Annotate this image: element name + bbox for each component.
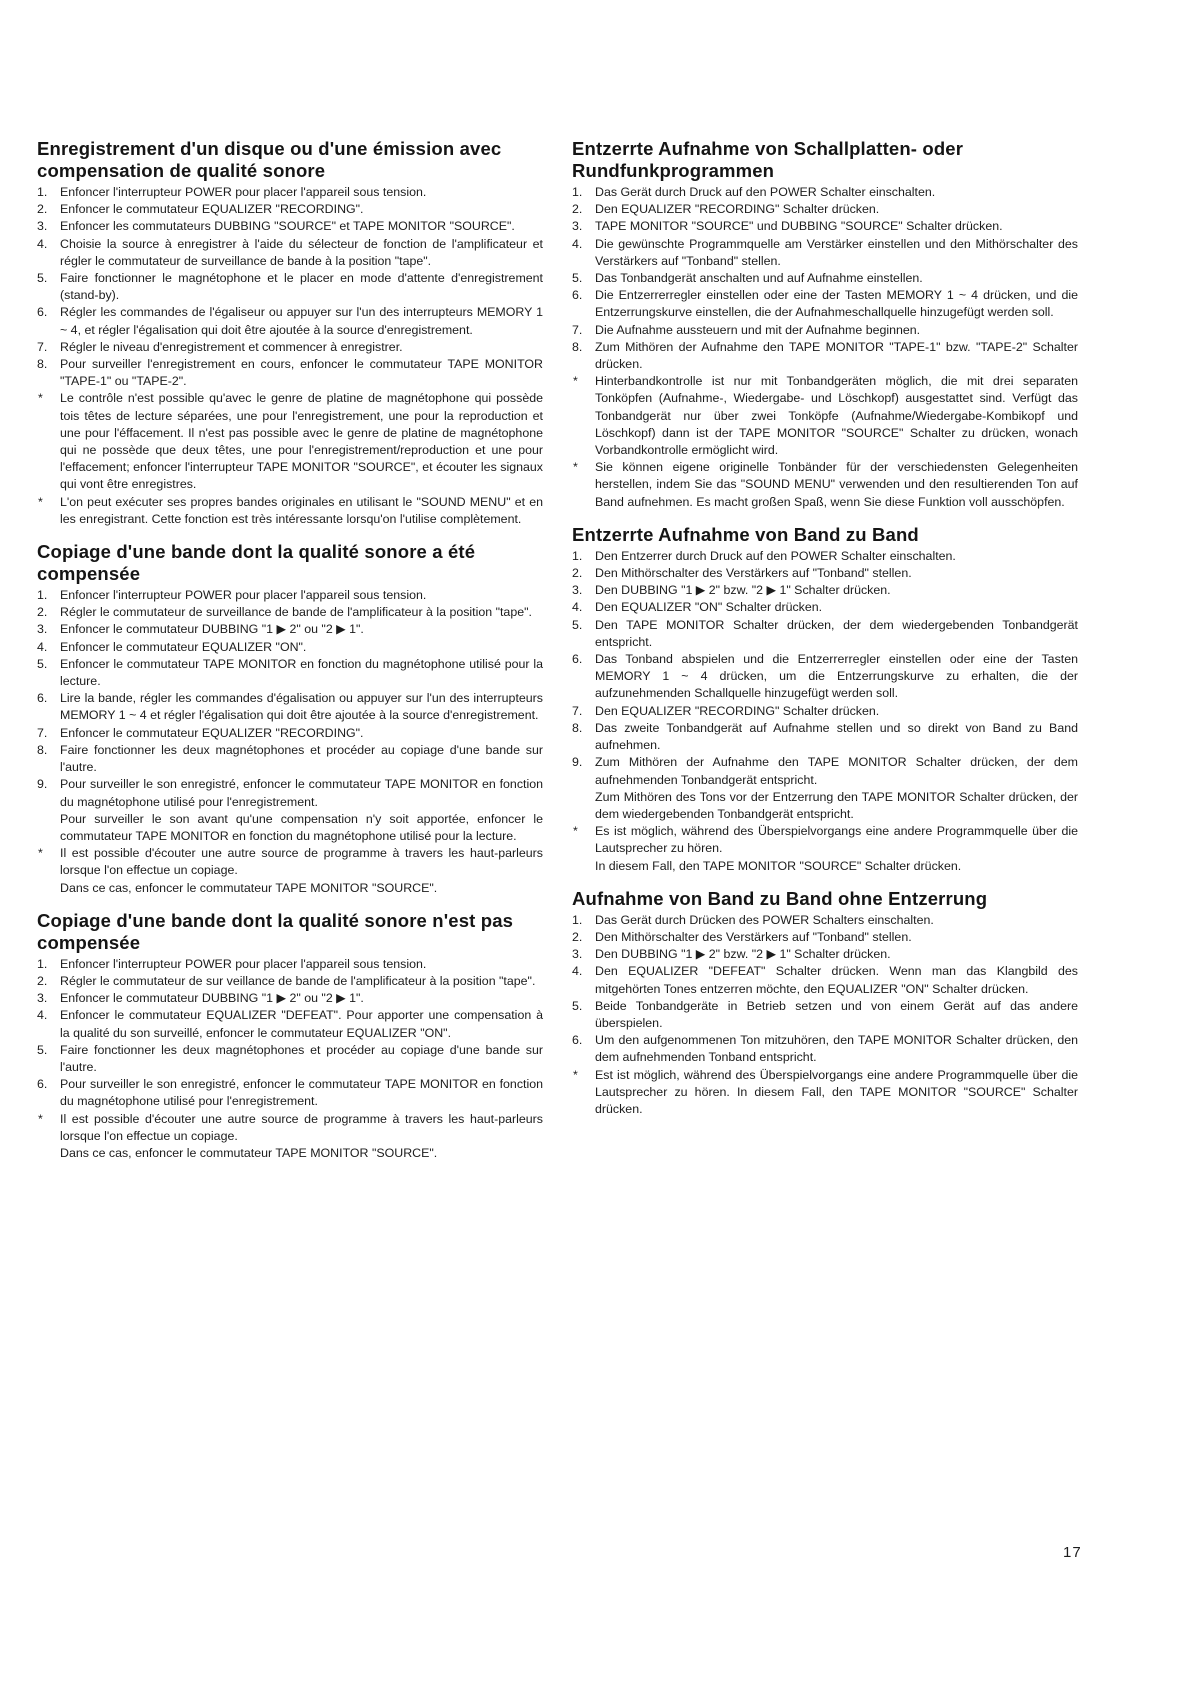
item-text: Enfoncer le commutateur TAPE MONITOR en fonction du magnétophone utilisé pour la lecture. <box>60 656 543 689</box>
step-item <box>37 690 543 724</box>
page-number: 17 <box>1063 1544 1082 1561</box>
item-marker: 2. <box>37 605 48 620</box>
step-item <box>37 990 543 1007</box>
item-text: Régler le commutateur de surveillance de bande de l'amplificateur à la position "tape". <box>60 605 532 620</box>
item-marker: 7. <box>572 322 583 337</box>
section <box>37 541 543 897</box>
step-item <box>37 1042 543 1076</box>
item-text: Enfoncer l'interrupteur POWER pour placer l'appareil sous tension. <box>60 588 427 603</box>
step-item <box>572 270 1078 287</box>
continuation-item <box>37 880 543 897</box>
item-text: TAPE MONITOR "SOURCE" und DUBBING "SOURCE" Schalter drücken. <box>595 219 1003 234</box>
item-text: Das zweite Tonbandgerät auf Aufnahme stellen und so direkt von Band zu Band aufnehmen. <box>595 720 1078 753</box>
item-text: Pour surveiller le son enregistré, enfoncer le commutateur TAPE MONITOR en fonction du magnétophone utilisé pour l'enregistrement. <box>60 1077 543 1109</box>
continuation-item <box>572 858 1078 875</box>
item-text: Régler les commandes de l'égaliseur ou appuyer sur l'un des interrupteurs MEMORY 1 ~ 4, et régler l'égalisation qui doit être ajoutée à la source d'enregistrement. <box>60 305 543 337</box>
item-marker: 3. <box>37 991 48 1006</box>
section-title: Entzerrte Aufnahme von Band zu Band <box>572 523 919 545</box>
section-title: Copiage d'une bande dont la qualité sonore a été compensée <box>37 541 476 585</box>
item-text: Pour surveiller le son enregistré, enfoncer le commutateur TAPE MONITOR en fonction du magnétophone utilisé pour l'enregistrement. <box>60 777 543 809</box>
item-marker: 1. <box>37 588 48 603</box>
note-item <box>572 1067 1078 1119</box>
item-marker: 3. <box>37 622 48 637</box>
step-item <box>37 956 543 973</box>
item-text: Lire la bande, régler les commandes d'égalisation ou appuyer sur l'un des interrupteurs MEMORY 1 ~ 4 et régler l'égalisation qui doit être ajoutée à la source d'enregistrement. <box>60 691 543 723</box>
item-marker: * <box>38 494 43 509</box>
item-text: Es ist möglich, während des Überspielvorgangs eine andere Programmquelle über die Lautsprecher zu hören. <box>595 824 1078 856</box>
note-item <box>37 390 543 493</box>
step-item <box>572 703 1078 720</box>
item-text: Die Entzerrerregler einstellen oder eine der Tasten MEMORY 1 ~ 4 drücken, und die Entzerrungskurve einstellen, die der Aufnahmeschallquelle hinzugefügt werden soll. <box>595 288 1078 320</box>
item-text: Régler le commutateur de sur veillance de bande de l'amplificateur à la position "tape". <box>60 973 536 988</box>
item-marker: 8. <box>37 742 48 757</box>
item-marker: 8. <box>572 720 583 735</box>
item-marker: 3. <box>572 947 583 962</box>
item-marker: * <box>573 460 578 475</box>
item-text: Enfoncer le commutateur EQUALIZER "DEFEAT". Pour apporter une compensation à la qualité du son surveillé, enfoncer le commutateur EQUALIZER "ON". <box>60 1008 543 1040</box>
note-item <box>572 823 1078 857</box>
step-item <box>572 339 1078 373</box>
step-item <box>572 236 1078 270</box>
instruction-list <box>572 548 1078 875</box>
instruction-list <box>37 587 543 897</box>
item-marker: 4. <box>572 600 583 615</box>
item-text: Dans ce cas, enfoncer le commutateur TAPE MONITOR "SOURCE". <box>60 1145 438 1160</box>
item-text: Beide Tonbandgeräte in Betrieb setzen und von einem Gerät auf das andere überspielen. <box>595 998 1078 1030</box>
item-text: Faire fonctionner les deux magnétophones et procéder au copiage d'une bande sur l'autre. <box>60 742 543 775</box>
step-item <box>37 270 543 304</box>
instruction-list <box>572 184 1078 511</box>
step-item <box>572 582 1078 599</box>
item-marker: 3. <box>37 219 48 234</box>
item-marker: 4. <box>572 236 583 251</box>
step-item <box>572 218 1078 235</box>
step-item <box>37 587 543 604</box>
item-text: Den TAPE MONITOR Schalter drücken, der dem wiedergebenden Tonbandgerät entspricht. <box>595 617 1078 649</box>
item-marker: 1. <box>572 912 583 927</box>
item-text: Enfoncer l'interrupteur POWER pour placer l'appareil sous tension. <box>60 956 427 971</box>
item-text: Enfoncer le commutateur DUBBING "1 ▶ 2" ou "2 ▶ 1". <box>60 991 364 1006</box>
item-marker: * <box>573 1067 578 1082</box>
item-marker: 7. <box>572 703 583 718</box>
item-text: Den Mithörschalter des Verstärkers auf "Tonband" stellen. <box>595 929 912 944</box>
step-item <box>37 1076 543 1110</box>
section <box>37 138 543 528</box>
item-text: L'on peut exécuter ses propres bandes originales en utilisant le "SOUND MENU" et en les enregistrant. Cette fonction est très intéressante lorsqu'on l'utilise complètement. <box>60 494 543 526</box>
item-text: Pour surveiller le son avant qu'une compensation n'y soit apportée, enfoncer le commutateur TAPE MONITOR en fonction du magnétophone utilisé pour la lecture. <box>60 811 543 843</box>
item-marker: 4. <box>37 639 48 654</box>
item-text: Enfoncer le commutateur EQUALIZER "ON". <box>60 639 307 654</box>
item-text: Die gewünschte Programmquelle am Verstärker einstellen und den Mithörschalter des Verstärkers auf "Tonband" stellen. <box>595 236 1078 268</box>
note-item <box>37 845 543 879</box>
step-item <box>572 617 1078 651</box>
item-marker: 6. <box>37 691 48 706</box>
step-item <box>572 651 1078 703</box>
item-text: Um den aufgenommenen Ton mitzuhören, den TAPE MONITOR Schalter drücken, den dem aufnehmenden Tonband entspricht. <box>595 1033 1078 1065</box>
item-text: Enfoncer le commutateur DUBBING "1 ▶ 2" ou "2 ▶ 1". <box>60 622 364 637</box>
instruction-list <box>37 184 543 528</box>
section-title: Copiage d'une bande dont la qualité sonore n'est pas compensée <box>37 909 514 953</box>
item-marker: 5. <box>37 656 48 671</box>
continuation-item <box>37 811 543 845</box>
item-text: Hinterbandkontrolle ist nur mit Tonbandgeräten möglich, die mit drei separaten Tonköpfen (Aufnahme-, Wiedergabe- und Löschkopf) ausgestattet sind. Verfügt das Tonbandgerät nur über zwei Tonköpfe (Aufnahme/Wiedergabe-Kombikopf und Löschkopf) dann ist der TAPE MONITOR "SOURCE" Schalter zu drücken, wonach Vorbandkontrolle ermöglicht wird. <box>595 374 1078 458</box>
item-marker: 5. <box>37 1042 48 1057</box>
step-item <box>572 565 1078 582</box>
item-marker: * <box>573 824 578 839</box>
right-column-german <box>572 138 1078 1131</box>
item-marker: 4. <box>572 964 583 979</box>
step-item <box>37 339 543 356</box>
item-marker: 5. <box>572 271 583 286</box>
item-text: Zum Mithören der Aufnahme den TAPE MONITOR Schalter drücken, der dem aufnehmenden Tonbandgerät entspricht. <box>595 755 1078 787</box>
step-item <box>37 639 543 656</box>
step-item <box>572 912 1078 929</box>
step-item <box>37 742 543 776</box>
step-item <box>572 929 1078 946</box>
item-marker: * <box>38 846 43 861</box>
section-title: Entzerrte Aufnahme von Schallplatten- oder Rundfunkprogrammen <box>572 138 964 181</box>
section <box>37 910 543 1162</box>
item-text: Faire fonctionner le magnétophone et le placer en mode d'attente d'enregistrement (stand-by). <box>60 271 543 303</box>
item-marker: 4. <box>37 1008 48 1023</box>
step-item <box>37 218 543 235</box>
item-text: Zum Mithören der Aufnahme den TAPE MONITOR "TAPE-1" bzw. "TAPE-2" Schalter drücken. <box>595 339 1078 372</box>
step-item <box>572 963 1078 997</box>
step-item <box>572 599 1078 616</box>
step-item <box>572 322 1078 339</box>
step-item <box>572 287 1078 321</box>
item-marker: 1. <box>37 185 48 199</box>
item-text: Den Entzerrer durch Druck auf den POWER Schalter einschalten. <box>595 548 956 563</box>
item-marker: 7. <box>37 725 48 740</box>
item-marker: * <box>38 391 43 406</box>
item-marker: 5. <box>572 617 583 632</box>
item-text: Il est possible d'écouter une autre source de programme à travers les haut-parleurs lorsque l'on effectue un copiage. <box>60 846 543 878</box>
item-text: Den EQUALIZER "DEFEAT" Schalter drücken. Wenn man das Klangbild des mitgehörten Tones entzerren möchte, den EQUALIZER "ON" Schalter drücken. <box>595 964 1078 996</box>
item-text: Dans ce cas, enfoncer le commutateur TAPE MONITOR "SOURCE". <box>60 880 438 895</box>
item-marker: 2. <box>37 202 48 217</box>
step-item <box>572 1032 1078 1066</box>
item-marker: 1. <box>572 548 583 563</box>
item-text: Den Mithörschalter des Verstärkers auf "Tonband" stellen. <box>595 566 912 581</box>
item-marker: 5. <box>572 998 583 1013</box>
step-item <box>572 184 1078 201</box>
item-marker: 8. <box>37 357 48 372</box>
step-item <box>37 236 543 270</box>
step-item <box>37 184 543 201</box>
item-marker: 8. <box>572 339 583 354</box>
item-marker: 4. <box>37 236 48 251</box>
item-marker: * <box>573 374 578 389</box>
item-text: Il est possible d'écouter une autre source de programme à travers les haut-parleurs lorsque l'on effectue un copiage. <box>60 1111 543 1143</box>
item-text: Pour surveiller l'enregistrement en cours, enfoncer le commutateur TAPE MONITOR "TAPE-1" ou "TAPE-2". <box>60 357 543 389</box>
item-text: In diesem Fall, den TAPE MONITOR "SOURCE" Schalter drücken. <box>595 858 962 873</box>
item-marker: 1. <box>572 185 583 199</box>
item-text: Régler le niveau d'enregistrement et commencer à enregistrer. <box>60 339 403 354</box>
item-marker: 7. <box>37 339 48 354</box>
section-title: Aufnahme von Band zu Band ohne Entzerrung <box>572 887 988 909</box>
item-text: Das Tonband abspielen und die Entzerrerregler einstellen oder eine der Tasten MEMORY 1 ~ 4 drücken, um die Entzerrungskurve zu erhalten, die der aufzunehmenden Schallquelle hinzugefügt werden soll. <box>595 652 1078 701</box>
item-text: Enfoncer les commutateurs DUBBING "SOURCE" et TAPE MONITOR "SOURCE". <box>60 219 515 234</box>
note-item <box>572 459 1078 511</box>
item-text: Est ist möglich, während des Überspielvorgangs eine andere Programmquelle über die Lautsprecher zu hören. In diesem Fall, den TAPE MONITOR "SOURCE" Schalter drücken. <box>595 1067 1078 1116</box>
item-marker: 6. <box>572 1033 583 1048</box>
step-item <box>37 356 543 390</box>
item-marker: 6. <box>572 288 583 303</box>
item-text: Den EQUALIZER "RECORDING" Schalter drücken. <box>595 703 880 718</box>
item-text: Enfoncer l'interrupteur POWER pour placer l'appareil sous tension. <box>60 185 427 199</box>
item-text: Die Aufnahme aussteuern und mit der Aufnahme beginnen. <box>595 322 921 337</box>
item-text: Sie können eigene originelle Tonbänder für der verschiedensten Gelegenheiten herstellen, indem Sie das "SOUND MENU" verwenden und den resultierenden Ton auf Band aufnehmen. Es macht großen Spaß, wenn Sie diese Funktion voll ausschöpfen. <box>595 460 1078 509</box>
item-text: Enfoncer le commutateur EQUALIZER "RECORDING". <box>60 202 364 217</box>
step-item <box>572 754 1078 788</box>
step-item <box>572 998 1078 1032</box>
step-item <box>37 776 543 810</box>
item-text: Den EQUALIZER "RECORDING" Schalter drücken. <box>595 202 880 217</box>
item-text: Den DUBBING "1 ▶ 2" bzw. "2 ▶ 1" Schalter drücken. <box>595 947 891 962</box>
item-text: Das Gerät durch Drücken des POWER Schalters einschalten. <box>595 912 934 927</box>
instruction-list <box>572 912 1078 1118</box>
item-text: Enfoncer le commutateur EQUALIZER "RECORDING". <box>60 725 364 740</box>
item-marker: 6. <box>37 305 48 320</box>
step-item <box>37 973 543 990</box>
note-item <box>37 1111 543 1145</box>
step-item <box>37 201 543 218</box>
left-column-french <box>37 138 543 1175</box>
step-item <box>37 725 543 742</box>
continuation-item <box>572 789 1078 823</box>
item-marker: 3. <box>572 219 583 234</box>
item-text: Das Tonbandgerät anschalten und auf Aufnahme einstellen. <box>595 271 923 286</box>
item-text: Das Gerät durch Druck auf den POWER Schalter einschalten. <box>595 185 936 199</box>
item-marker: 2. <box>572 202 583 217</box>
step-item <box>572 548 1078 565</box>
item-marker: 2. <box>572 929 583 944</box>
step-item <box>572 946 1078 963</box>
item-text: Choisie la source à enregistrer à l'aide du sélecteur de fonction de l'amplificateur et régler le commutateur de surveillance de bande à la position "tape". <box>60 236 543 268</box>
item-marker: 1. <box>37 956 48 971</box>
step-item <box>572 720 1078 754</box>
item-marker: 3. <box>572 583 583 598</box>
continuation-item <box>37 1145 543 1162</box>
item-text: Zum Mithören des Tons vor der Entzerrung den TAPE MONITOR Schalter drücken, der dem wiedergebenden Tonbandgerät entspricht. <box>595 789 1078 821</box>
section <box>572 138 1078 511</box>
item-marker: 2. <box>572 566 583 581</box>
item-text: Den EQUALIZER "ON" Schalter drücken. <box>595 600 823 615</box>
instruction-list <box>37 956 543 1162</box>
item-text: Le contrôle n'est possible qu'avec le genre de platine de magnétophone qui possède tois têtes de lecture séparées, une pour l'enregistrement, une pour la reproduction et une pour l'éffacement. Il n'est pas possible avec le genre de platine de magnétophone qui ne possède que deux têtes, une pour l'enregistrement/reproduction et une pour l'effacement; enfoncer l'interrupteur TAPE MONITOR "SOURCE", et écouter les signaux qui vont être enregistres. <box>60 391 543 492</box>
item-marker: * <box>38 1111 43 1126</box>
section <box>572 524 1078 875</box>
step-item <box>572 201 1078 218</box>
section <box>572 888 1078 1118</box>
item-marker: 5. <box>37 271 48 286</box>
note-item <box>572 373 1078 459</box>
item-text: Den DUBBING "1 ▶ 2" bzw. "2 ▶ 1" Schalter drücken. <box>595 583 891 598</box>
item-marker: 6. <box>572 652 583 667</box>
item-marker: 9. <box>37 777 48 792</box>
item-text: Faire fonctionner les deux magnétophones et procéder au copiage d'une bande sur l'autre. <box>60 1042 543 1074</box>
item-marker: 2. <box>37 973 48 988</box>
item-marker: 9. <box>572 755 583 770</box>
item-marker: 6. <box>37 1077 48 1092</box>
step-item <box>37 1007 543 1041</box>
note-item <box>37 494 543 528</box>
step-item <box>37 304 543 338</box>
step-item <box>37 621 543 638</box>
step-item <box>37 656 543 690</box>
step-item <box>37 604 543 621</box>
section-title: Enregistrement d'un disque ou d'une émission avec compensation de qualité sonore <box>37 138 502 181</box>
